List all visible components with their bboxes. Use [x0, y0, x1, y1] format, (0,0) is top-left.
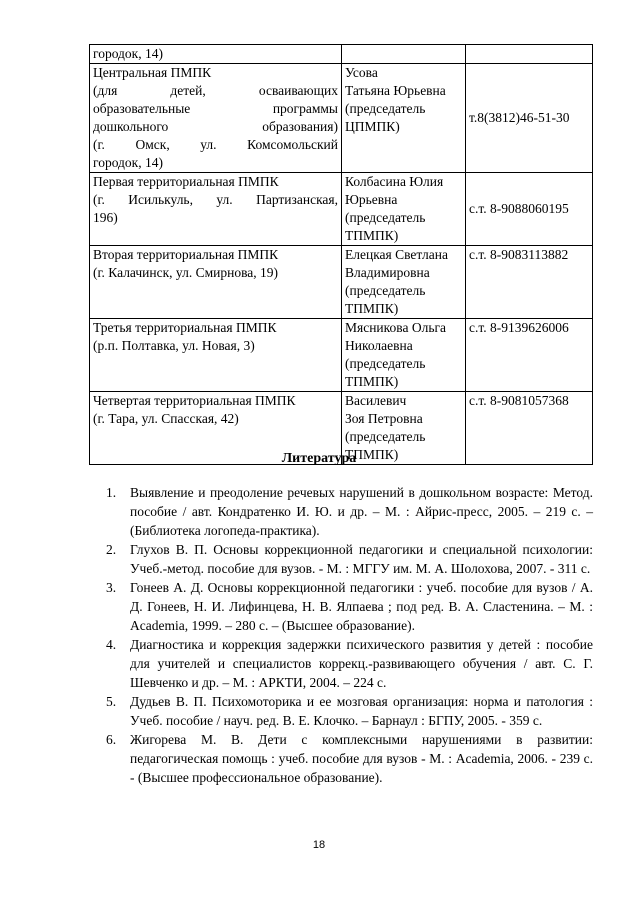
literature-item-number: 6.	[106, 732, 117, 747]
chairperson-line: Юрьевна	[345, 192, 398, 207]
pmpk-contacts-table	[89, 44, 593, 465]
organization-line: Вторая территориальная ПМПК	[93, 247, 279, 262]
organization-cell	[90, 319, 342, 392]
literature-item-text: Гонеев А. Д. Основы коррекционной педагогики : учеб. пособие для вузов / А. Д. Гонеев, Н. И. Лифинцева, Н. В. Ялпаева ; под ред. В. А. Сластенина. – М. : Academia, 1999. – 280 с. – (Высшее образование).	[130, 580, 593, 633]
literature-item	[106, 540, 593, 578]
organization-line: Первая территориальная ПМПК	[93, 174, 279, 189]
chairperson-line: (председатель	[345, 210, 426, 225]
phone-number: с.т. 8-9083113882	[469, 247, 569, 262]
literature-item-number: 1.	[106, 485, 117, 500]
chairperson-cell	[342, 173, 466, 246]
phone-number: т.8(3812)46-51-30	[469, 110, 570, 125]
organization-line: городок, 14)	[93, 155, 163, 170]
organization-cell	[90, 45, 342, 64]
phone-number: с.т. 8-9081057368	[469, 393, 569, 408]
literature-item-number: 4.	[106, 637, 117, 652]
literature-item-number: 3.	[106, 580, 117, 595]
chairperson-line: Усова	[345, 65, 378, 80]
table-row	[90, 45, 593, 64]
chairperson-line: ТПМПК)	[345, 447, 399, 462]
organization-line: (р.п. Полтавка, ул. Новая, 3)	[93, 338, 255, 353]
organization-cell	[90, 246, 342, 319]
chairperson-line: Татьяна Юрьевна	[345, 83, 446, 98]
chairperson-line: Елецкая Светлана	[345, 247, 448, 262]
organization-line: (г. Тара, ул. Спасская, 42)	[93, 411, 239, 426]
chairperson-line: Колбасина Юлия	[345, 174, 444, 189]
chairperson-line: Владимировна	[345, 265, 430, 280]
phone-cell	[466, 319, 593, 392]
chairperson-cell	[342, 246, 466, 319]
organization-line: (г. Калачинск, ул. Смирнова, 19)	[93, 265, 278, 280]
organization-line: (г. Омск, ул. Комсомольский	[93, 137, 338, 152]
chairperson-line: ТПМПК)	[345, 374, 399, 389]
organization-line: (г. Исилькуль, ул. Партизанская,	[93, 192, 338, 207]
organization-line: дошкольного образования)	[93, 119, 338, 134]
organization-line: Центральная ПМПК	[93, 65, 212, 80]
table-row	[90, 246, 593, 319]
chairperson-line: (председатель	[345, 101, 426, 116]
table-row	[90, 64, 593, 173]
literature-item	[106, 692, 593, 730]
literature-item-number: 5.	[106, 694, 117, 709]
chairperson-line: (председатель	[345, 429, 426, 444]
literature-item-number: 2.	[106, 542, 117, 557]
chairperson-cell	[342, 64, 466, 173]
literature-list	[106, 483, 593, 787]
chairperson-line: ТПМПК)	[345, 228, 399, 243]
literature-item-text: Диагностика и коррекция задержки психического развития у детей : пособие для учителей и специалистов коррекц.-развивающего обучения / авт. С. Г. Шевченко и др. – М. : АРКТИ, 2004. – 224 с.	[130, 637, 593, 690]
chairperson-cell	[342, 319, 466, 392]
chairperson-line: Зоя Петровна	[345, 411, 423, 426]
literature-item	[106, 578, 593, 635]
literature-item	[106, 730, 593, 787]
phone-cell	[466, 64, 593, 173]
organization-line: образовательные программы	[93, 101, 338, 116]
chairperson-line: (председатель	[345, 356, 426, 371]
literature-item	[106, 483, 593, 540]
chairperson-line: ЦПМПК)	[345, 119, 400, 134]
literature-heading: Литература	[281, 451, 357, 466]
phone-cell	[466, 173, 593, 246]
organization-line: Третья территориальная ПМПК	[93, 320, 277, 335]
organization-line: (для детей, осваивающих	[93, 83, 338, 98]
chairperson-cell	[342, 45, 466, 64]
chairperson-line: (председатель	[345, 283, 426, 298]
organization-cell	[90, 173, 342, 246]
literature-item-text: Глухов В. П. Основы коррекционной педагогики и специальной психологии: Учеб.-метод. пособие для вузов. - М. : МГГУ им. М. А. Шолохова, 2007. - 311 с.	[130, 542, 593, 576]
phone-cell	[466, 246, 593, 319]
organization-line: городок, 14)	[93, 46, 163, 61]
phone-number: с.т. 8-9139626006	[469, 320, 569, 335]
page-number: 18	[312, 839, 326, 851]
chairperson-line: Василевич	[345, 393, 407, 408]
phone-number: с.т. 8-9088060195	[469, 201, 569, 216]
chairperson-line: Николаевна	[345, 338, 413, 353]
table-row	[90, 173, 593, 246]
literature-item-text: Дудьев В. П. Психомоторика и ее мозговая организация: норма и патология : Учеб. пособие / науч. ред. В. Е. Клочко. – Барнаул : БГПУ, 2005. - 359 с.	[130, 694, 593, 728]
organization-cell	[90, 64, 342, 173]
literature-item-text: Выявление и преодоление речевых нарушений в дошкольном возрасте: Метод. пособие / авт. Кондратенко И. Ю. и др. – М. : Айрис-пресс, 2005. – 219 с. – (Библиотека логопеда-практика).	[130, 485, 593, 538]
phone-cell	[466, 45, 593, 64]
organization-line: Четвертая территориальная ПМПК	[93, 393, 296, 408]
chairperson-line: Мясникова Ольга	[345, 320, 447, 335]
table-row	[90, 319, 593, 392]
literature-item	[106, 635, 593, 692]
organization-line: 196)	[93, 210, 118, 225]
literature-item-text: Жигорева М. В. Дети с комплексными нарушениями в развитии: педагогическая помощь : учеб. пособие для вузов - М. : Academia, 2006. - 239 с. - (Высшее профессиональное образование).	[130, 732, 593, 785]
chairperson-line: ТПМПК)	[345, 301, 399, 316]
